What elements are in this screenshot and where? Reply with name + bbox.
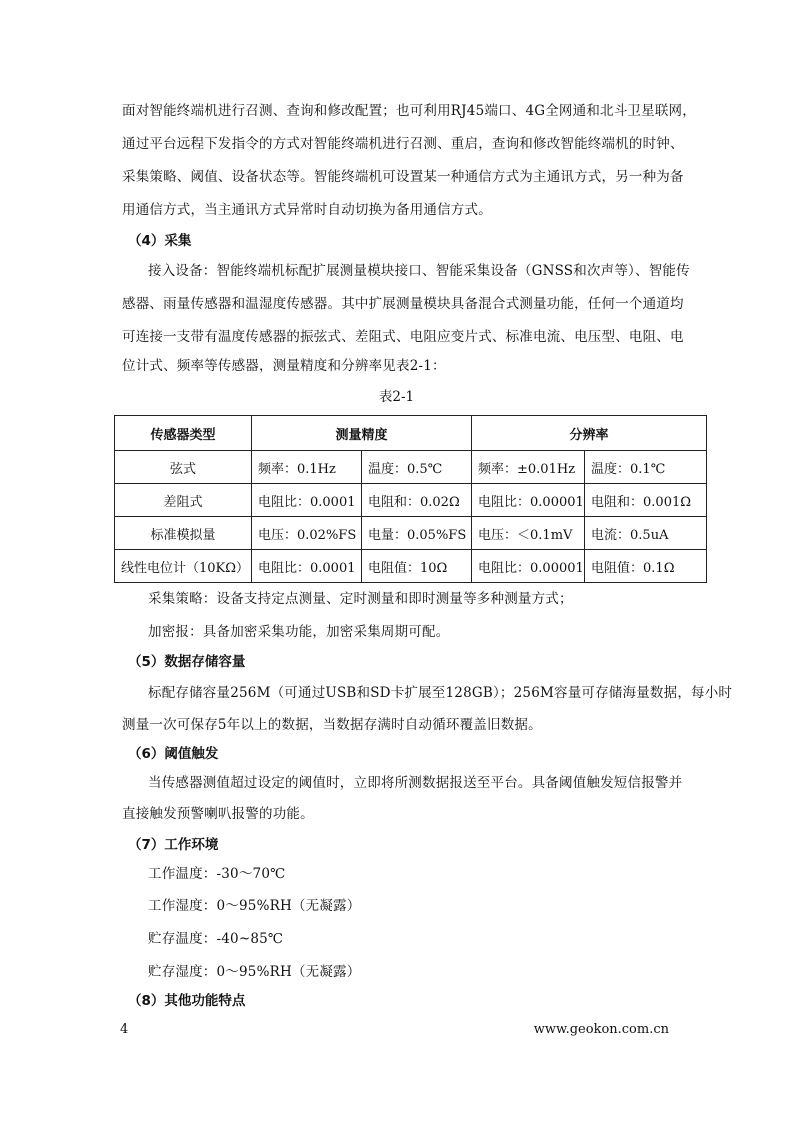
accuracy-cell: 电阻比：0.0001 (252, 550, 362, 583)
table-header-row (115, 416, 707, 451)
accuracy-cell: 频率：0.1Hz (252, 451, 362, 484)
resolution-cell: 电流：0.5uA (585, 517, 707, 550)
resolution-cell: 电阻比：0.00001 (472, 484, 585, 517)
body-text-line: 贮存湿度：0～95%RH（无凝露） (148, 964, 361, 980)
header-resolution: 分辨率 (472, 416, 707, 451)
section-heading: （6）阈值触发 (128, 746, 219, 762)
body-text-line: 当传感器测值超过设定的阈值时，立即将所测数据报送至平台。具备阈值触发短信报警并 (148, 775, 683, 791)
resolution-cell: 电阻值：0.1Ω (585, 550, 707, 583)
header-sensor-type: 传感器类型 (115, 416, 252, 451)
section-heading: （4）采集 (128, 233, 192, 249)
section-heading: （5）数据存储容量 (128, 654, 246, 670)
resolution-cell: 电阻比：0.00001 (472, 550, 585, 583)
resolution-cell: 电压：＜0.1mV (472, 517, 585, 550)
body-text-line: 可连接一支带有温度传感器的振弦式、差阻式、电阻应变片式、标准电流、电压型、电阻、电 (122, 329, 684, 345)
sensor-type-cell: 差阻式 (115, 484, 252, 517)
sensor-type-cell: 标准模拟量 (115, 517, 252, 550)
footer-url: www.geokon.com.cn (533, 1022, 669, 1037)
resolution-cell: 频率：±0.01Hz (472, 451, 585, 484)
body-text-line: 接入设备：智能终端机标配扩展测量模块接口、智能采集设备（GNSS和次声等）、智能传 (148, 263, 690, 279)
header-accuracy: 测量精度 (252, 416, 472, 451)
table-caption: 表2-1 (378, 389, 415, 405)
table-row (115, 484, 707, 517)
body-text-line: 加密报：具备加密采集功能，加密采集周期可配。 (148, 624, 450, 640)
body-text-line: 贮存温度：-40~85℃ (148, 931, 284, 947)
accuracy-cell: 电阻和：0.02Ω (362, 484, 472, 517)
body-text-line: 感器、雨量传感器和温湿度传感器。其中扩展测量模块具备混合式测量功能，任何一个通道均 (122, 296, 684, 312)
body-text-line: 测量一次可保存5年以上的数据，当数据存满时自动循环覆盖旧数据。 (122, 717, 542, 733)
table-row (115, 451, 707, 484)
accuracy-cell: 电阻值：10Ω (362, 550, 472, 583)
resolution-cell: 温度：0.1℃ (585, 451, 707, 484)
body-text-line: 通过平台远程下发指令的方式对智能终端机进行召测、重启，查询和修改智能终端机的时钟、 (122, 136, 684, 152)
section-heading: （8）其他功能特点 (128, 993, 246, 1009)
body-text-line: 面对智能终端机进行召测、查询和修改配置；也可利用RJ45端口、4G全网通和北斗卫星联网， (122, 103, 696, 119)
body-text-line: 采集策略：设备支持定点测量、定时测量和即时测量等多种测量方式； (148, 591, 573, 607)
accuracy-cell: 温度：0.5℃ (362, 451, 472, 484)
body-text-line: 用通信方式，当主通讯方式异常时自动切换为备用通信方式。 (122, 202, 492, 218)
body-text-line: 工作温度：-30～70℃ (148, 866, 286, 882)
sensor-spec-table (114, 415, 707, 583)
table-row (115, 517, 707, 550)
sensor-type-cell: 弦式 (115, 451, 252, 484)
page-number: 4 (120, 1022, 129, 1037)
body-text-line: 标配存储容量256M（可通过USB和SD卡扩展至128GB）；256M容量可存储海量数据，每小时 (148, 685, 733, 701)
accuracy-cell: 电阻比：0.0001 (252, 484, 362, 517)
table-row (115, 550, 707, 583)
accuracy-cell: 电压：0.02%FS (252, 517, 362, 550)
sensor-type-cell: 线性电位计（10KΩ） (115, 550, 252, 583)
resolution-cell: 电阻和：0.001Ω (585, 484, 707, 517)
body-text-line: 直接触发预警喇叭报警的功能。 (122, 806, 314, 822)
accuracy-cell: 电量：0.05%FS (362, 517, 472, 550)
body-text-line: 工作湿度：0～95%RH（无凝露） (148, 898, 361, 914)
section-heading: （7）工作环境 (128, 837, 219, 853)
body-text-line: 采集策略、阈值、设备状态等。智能终端机可设置某一种通信方式为主通讯方式，另一种为备 (122, 169, 684, 185)
body-text-line: 位计式、频率等传感器，测量精度和分辨率见表2-1： (122, 358, 446, 374)
